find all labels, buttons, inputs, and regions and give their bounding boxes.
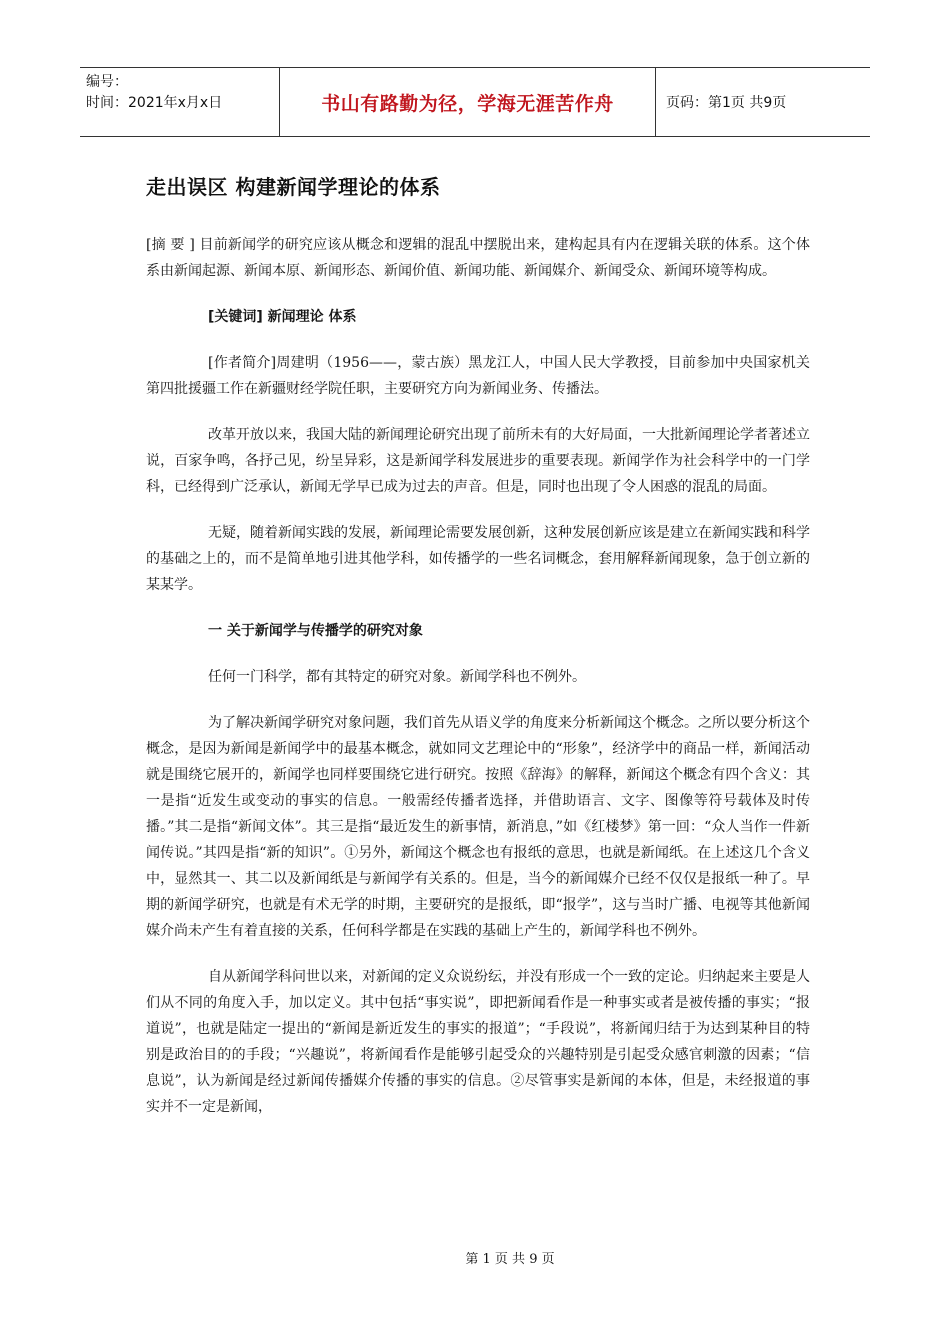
article-title: 走出误区 构建新闻学理论的体系	[146, 175, 441, 199]
document-header	[80, 67, 870, 137]
body-paragraph: 自从新闻学科问世以来，对新闻的定义众说纷纭，并没有形成一个一致的定论。归纳起来主要是人们从不同的角度入手，加以定义。其中包括“事实说”，即把新闻看作是一种事实或者是被传播的事实；“报道说”，也就是陆定一提出的“新闻是新近发生的事实的报道”；“手段说”，将新闻归结于为达到某种目的特别是政治目的的手段；“兴趣说”，将新闻看作是能够引起受众的兴趣特别是引起受众感官刺激的因素；“信息说”，认为新闻是经过新闻传播媒介传播的事实的信息。②尽管事实是新闻的本体，但是，未经报道的事实并不一定是新闻，	[146, 969, 810, 1115]
header-motto-cell	[280, 68, 656, 136]
section-heading: 一 关于新闻学与传播学的研究对象	[208, 623, 423, 639]
author-intro-paragraph: [作者简介]周建明（1956——，蒙古族）黑龙江人，中国人民大学教授，目前参加中央国家机关第四批援疆工作在新疆财经学院任职，主要研究方向为新闻业务、传播法。	[146, 355, 810, 397]
header-info-cell	[80, 68, 280, 136]
document-time-label: 时间：2021年x月x日	[86, 95, 223, 111]
page-footer: 第 1 页 共 9 页	[465, 1252, 555, 1267]
body-paragraph: 无疑，随着新闻实践的发展，新闻理论需要发展创新，这种发展创新应该是建立在新闻实践和科学的基础之上的，而不是简单地引进其他学科，如传播学的一些名词概念，套用解释新闻现象，急于创立新的某某学。	[146, 525, 810, 593]
keywords-line: [关键词] 新闻理论 体系	[208, 309, 357, 325]
body-paragraph: 任何一门科学，都有其特定的研究对象。新闻学科也不例外。	[208, 669, 586, 685]
document-number-label: 编号：	[86, 74, 128, 90]
header-page-code: 页码：第1页 共9页	[666, 95, 787, 111]
body-paragraph: 改革开放以来，我国大陆的新闻理论研究出现了前所未有的大好局面，一大批新闻理论学者著述立说，百家争鸣，各抒己见，纷呈异彩，这是新闻学科发展进步的重要表现。新闻学作为社会科学中的一门学科，已经得到广泛承认，新闻无学早已成为过去的声音。但是，同时也出现了令人困惑的混乱的局面。	[146, 427, 810, 495]
header-motto: 书山有路勤为径，学海无涯苦作舟	[321, 93, 614, 115]
abstract-paragraph: [摘 要 ] 目前新闻学的研究应该从概念和逻辑的混乱中摆脱出来，建构起具有内在逻辑关联的体系。这个体系由新闻起源、新闻本原、新闻形态、新闻价值、新闻功能、新闻媒介、新闻受众、新闻环境等构成。	[146, 237, 810, 279]
article-body	[146, 232, 810, 1140]
body-paragraph: 为了解决新闻学研究对象问题，我们首先从语义学的角度来分析新闻这个概念。之所以要分析这个概念，是因为新闻是新闻学中的最基本概念，就如同文艺理论中的“形象”，经济学中的商品一样，新闻活动就是围绕它展开的，新闻学也同样要围绕它进行研究。按照《辞海》的解释，新闻这个概念有四个含义：其一是指“近发生或变动的事实的信息。一般需经传播者选择，并借助语言、文字、图像等符号载体及时传播。”其二是指“新闻文体”。其三是指“最近发生的新事情，新消息，”如《红楼梦》第一回：“众人当作一件新闻传说。”其四是指“新的知识”。①另外，新闻这个概念也有报纸的意思，也就是新闻纸。在上述这几个含义中，显然其一、其二以及新闻纸是与新闻学有关系的。但是，当今的新闻媒介已经不仅仅是报纸一种了。早期的新闻学研究，也就是有术无学的时期，主要研究的是报纸，即“报学”，这与当时广播、电视等其他新闻媒介尚未产生有着直接的关系，任何科学都是在实践的基础上产生的，新闻学科也不例外。	[146, 715, 810, 939]
